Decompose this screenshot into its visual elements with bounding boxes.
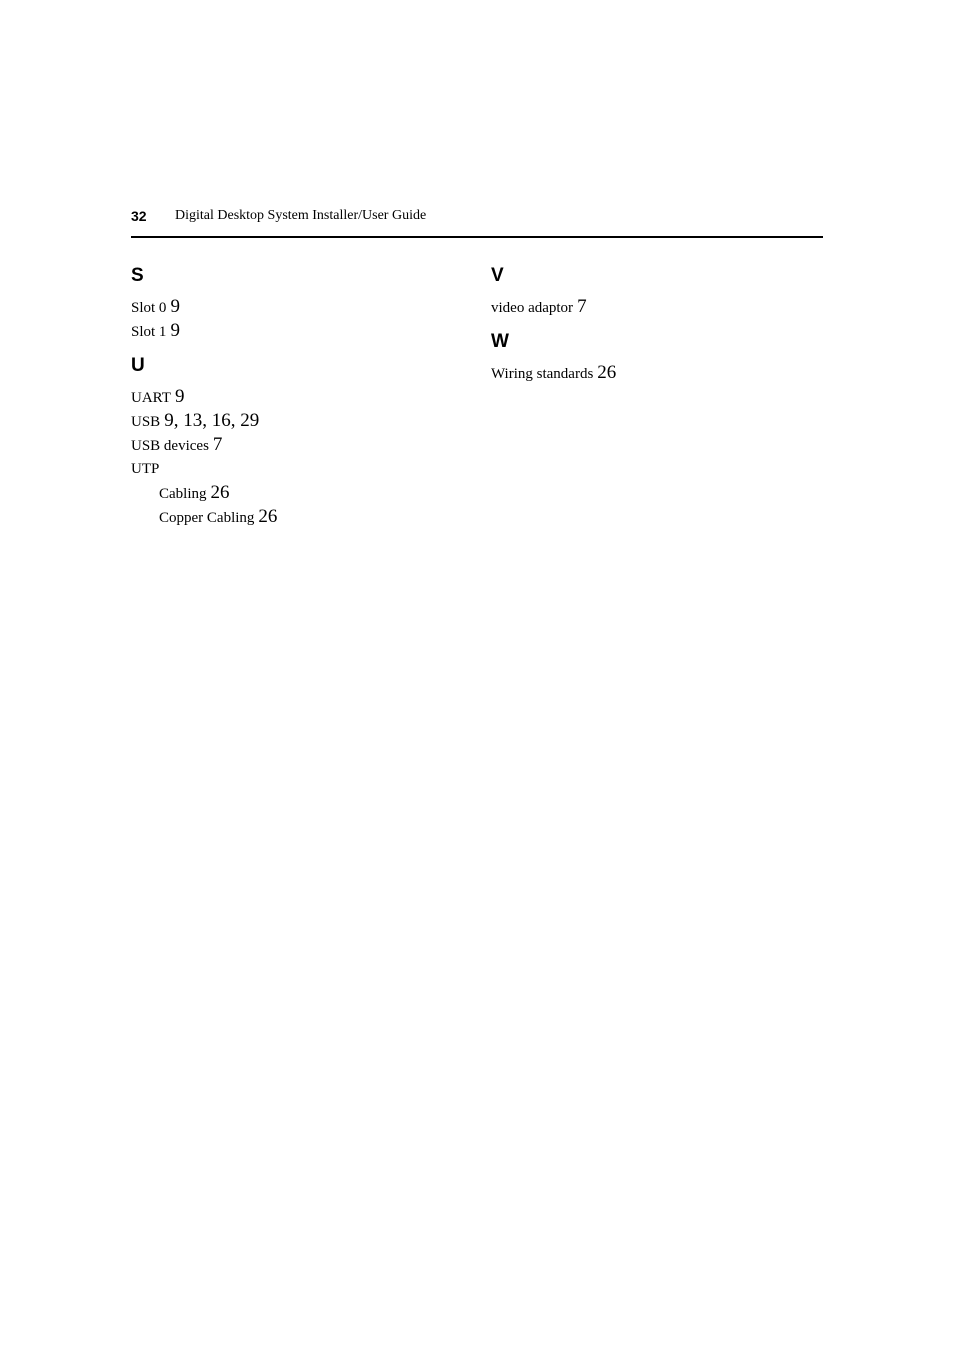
index-letter-w: W	[491, 331, 509, 352]
index-term: Copper Cabling	[159, 510, 255, 526]
index-pages: 7	[577, 296, 587, 317]
index-term: Slot 1	[131, 324, 167, 340]
index-term: Cabling	[159, 486, 207, 502]
index-entry	[131, 457, 471, 481]
index-pages: 9	[170, 320, 180, 341]
index-pages: 26	[597, 362, 617, 383]
index-entry	[131, 385, 471, 409]
index-entry	[131, 319, 471, 343]
index-entry	[131, 295, 471, 319]
index-term: UART	[131, 390, 171, 406]
page-header	[131, 207, 823, 227]
index-entry	[491, 295, 821, 319]
index-entry	[131, 409, 471, 433]
index-subentry	[131, 505, 471, 529]
index-letter-u: U	[131, 355, 145, 376]
index-pages: 26	[210, 482, 230, 503]
index-column-left	[131, 264, 471, 529]
index-pages: 26	[258, 506, 278, 527]
running-title: Digital Desktop System Installer/User Guide	[175, 208, 427, 223]
index-column-right	[491, 264, 821, 385]
index-letter-s: S	[131, 265, 144, 286]
index-pages: 9	[174, 386, 185, 407]
index-term: video adaptor	[491, 300, 574, 316]
index-subentry	[131, 481, 471, 505]
page-number: 32	[131, 208, 147, 224]
index-pages: 7	[212, 434, 223, 455]
index-term: UTP	[131, 461, 160, 477]
index-term: Wiring standards	[491, 366, 594, 382]
index-entry	[131, 433, 471, 457]
index-term: USB devices	[131, 438, 209, 454]
index-letter-v: V	[491, 265, 504, 286]
index-term: USB	[131, 414, 161, 430]
index-entry	[491, 361, 821, 385]
index-pages: 9, 13, 16, 29	[164, 410, 260, 431]
header-rule	[131, 236, 823, 238]
index-pages: 9	[170, 296, 180, 317]
index-term: Slot 0	[131, 300, 167, 316]
